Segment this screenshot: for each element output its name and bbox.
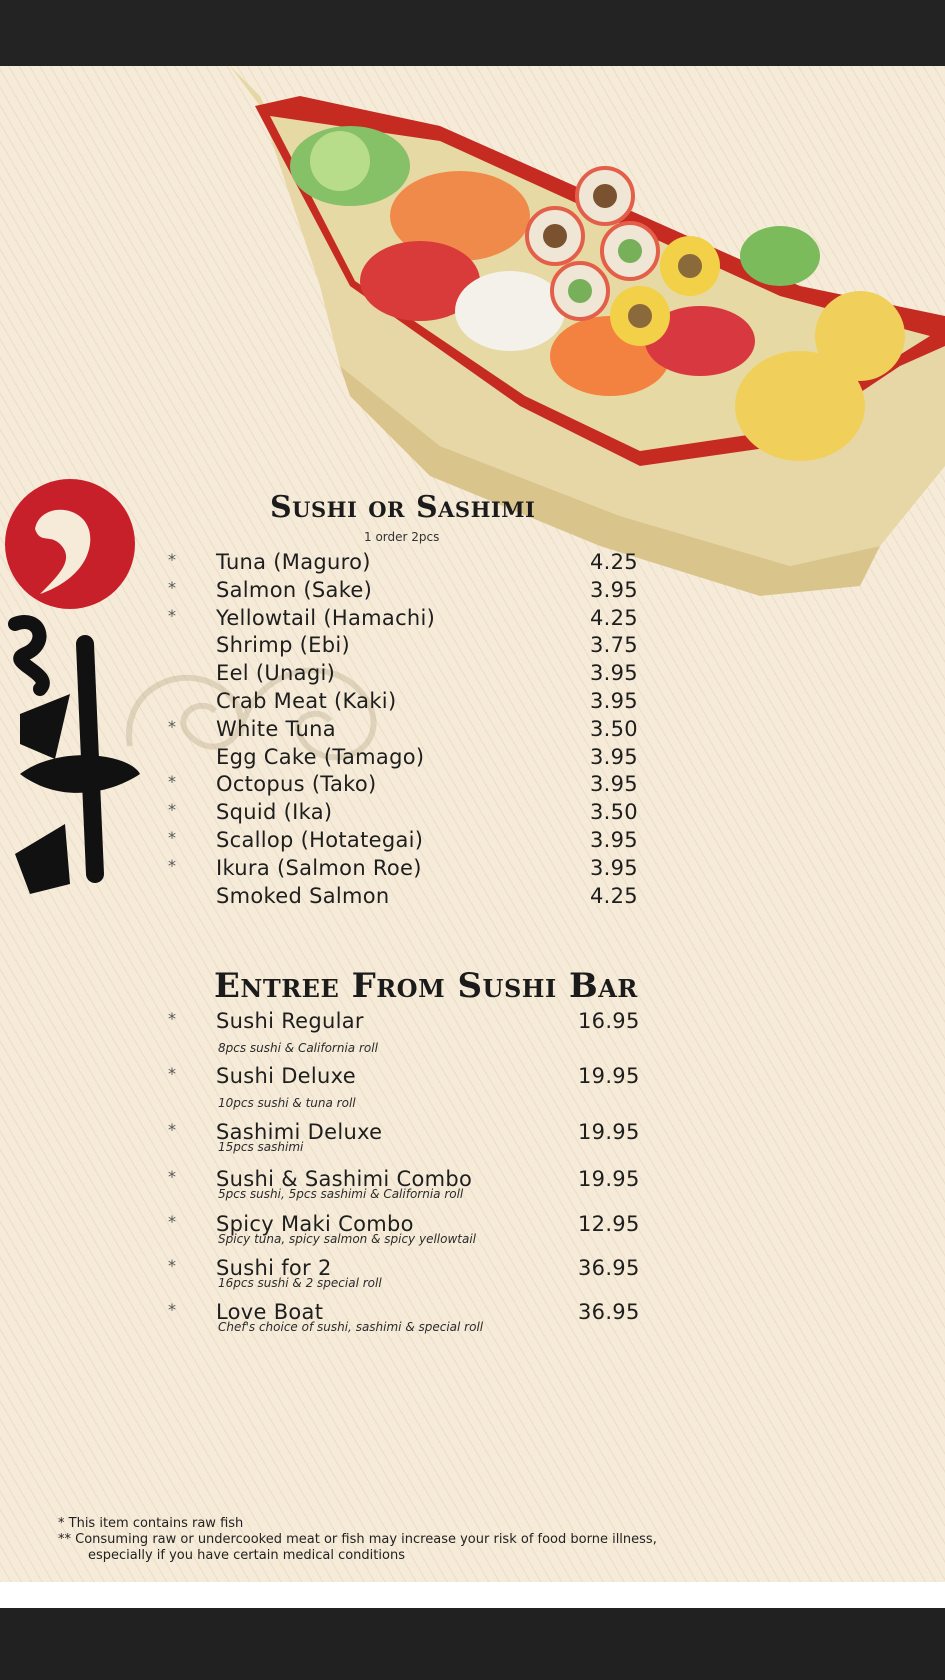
menu-item-name: Octopus (Tako) (216, 772, 377, 797)
menu-item-description: Chef's choice of sushi, sashimi & special roll (218, 1320, 484, 1334)
bottom-navigation-bar (0, 1608, 945, 1680)
menu-item-description: 15pcs sashimi (218, 1140, 304, 1154)
menu-item-price: 4.25 (590, 605, 638, 630)
raw-fish-marker: * (168, 1064, 176, 1083)
menu-item-price: 3.95 (590, 828, 638, 852)
page-bottom-margin (0, 1582, 945, 1608)
menu-item-price: 12.95 (578, 1212, 640, 1236)
menu-item-name: Sushi Regular (216, 1009, 364, 1033)
menu-item-name: Eel (Unagi) (216, 661, 336, 686)
raw-fish-marker: * (168, 1256, 176, 1275)
menu-item-row (0, 884, 945, 912)
menu-item-row (0, 1212, 945, 1256)
menu-item-price: 3.95 (590, 744, 638, 769)
menu-item-row (0, 578, 945, 606)
menu-item-name: Yellowtail (Hamachi) (216, 605, 436, 630)
menu-item-row (0, 772, 945, 800)
menu-item-description: 5pcs sushi, 5pcs sashimi & California roll (218, 1187, 464, 1201)
menu-item-price: 36.95 (578, 1300, 640, 1324)
footnote-medical-conditions: especially if you have certain medical conditions (88, 1548, 405, 1563)
raw-fish-marker: * (168, 800, 176, 820)
raw-fish-marker: * (168, 716, 176, 736)
footnote-consumption-warning: ** Consuming raw or undercooked meat or fish may increase your risk of food borne illness, (58, 1532, 657, 1547)
menu-item-name: Smoked Salmon (216, 883, 390, 908)
menu-item-name: Tuna (Maguro) (216, 550, 371, 574)
section-title-entree: Entree From Sushi Bar (214, 966, 638, 1006)
menu-item-price: 3.50 (590, 800, 638, 825)
menu-item-price: 3.75 (590, 633, 638, 658)
menu-item-price: 19.95 (578, 1120, 640, 1144)
menu-item-row (0, 800, 945, 828)
raw-fish-marker: * (168, 1212, 176, 1231)
menu-item-row (0, 1009, 945, 1053)
section-subtitle: 1 order 2pcs (364, 530, 440, 544)
raw-fish-marker: * (168, 828, 176, 847)
menu-item-row (0, 1167, 945, 1211)
menu-item-row (0, 633, 945, 661)
menu-item-price: 16.95 (578, 1009, 640, 1033)
footnote-raw-fish: * This item contains raw fish (58, 1516, 244, 1531)
menu-item-row (0, 606, 945, 634)
menu-item-price: 3.50 (590, 716, 638, 741)
menu-item-name: Sushi & Sashimi Combo (216, 1167, 473, 1191)
menu-item-row (0, 717, 945, 745)
menu-item-name: Sushi for 2 (216, 1256, 332, 1280)
raw-fish-marker: * (168, 1120, 176, 1139)
menu-item-name: Egg Cake (Tamago) (216, 744, 425, 769)
menu-item-name: Ikura (Salmon Roe) (216, 855, 422, 880)
raw-fish-marker: * (168, 1009, 176, 1028)
menu-item-price: 36.95 (578, 1256, 640, 1280)
menu-item-row (0, 689, 945, 717)
top-status-bar (0, 0, 945, 66)
menu-item-row (0, 828, 945, 856)
menu-item-row (0, 1256, 945, 1300)
raw-fish-marker: * (168, 550, 176, 569)
menu-item-name: Sushi Deluxe (216, 1064, 356, 1088)
menu-item-name: Scallop (Hotategai) (216, 828, 424, 852)
menu-item-name: White Tuna (216, 716, 336, 741)
menu-item-name: Spicy Maki Combo (216, 1212, 414, 1236)
menu-item-name: Love Boat (216, 1300, 324, 1324)
raw-fish-marker: * (168, 772, 176, 792)
section-title-sushi-sashimi: Sushi or Sashimi (270, 490, 536, 525)
menu-item-name: Squid (Ika) (216, 800, 333, 825)
menu-item-description: 8pcs sushi & California roll (218, 1041, 378, 1055)
raw-fish-marker: * (168, 1167, 176, 1186)
raw-fish-marker: * (168, 577, 176, 597)
raw-fish-marker: * (168, 605, 176, 625)
menu-item-description: 10pcs sushi & tuna roll (218, 1096, 356, 1110)
menu-item-row (0, 1120, 945, 1164)
menu-item-name: Salmon (Sake) (216, 577, 373, 602)
menu-item-price: 3.95 (590, 689, 638, 713)
menu-item-description: Spicy tuna, spicy salmon & spicy yellowtail (218, 1232, 477, 1246)
raw-fish-marker: * (168, 855, 176, 875)
menu-item-row (0, 1064, 945, 1108)
menu-item-row (0, 550, 945, 578)
menu-item-name: Shrimp (Ebi) (216, 633, 350, 658)
menu-item-price: 3.95 (590, 772, 638, 797)
menu-page (0, 66, 945, 1582)
raw-fish-marker: * (168, 1300, 176, 1319)
menu-item-name: Crab Meat (Kaki) (216, 689, 397, 713)
menu-item-row (0, 1300, 945, 1344)
menu-item-price: 4.25 (590, 883, 638, 908)
menu-item-row (0, 745, 945, 773)
menu-item-row (0, 661, 945, 689)
menu-item-name: Sashimi Deluxe (216, 1120, 383, 1144)
menu-item-description: 16pcs sushi & 2 special roll (218, 1276, 382, 1290)
menu-item-price: 3.95 (590, 577, 638, 602)
menu-item-price: 19.95 (578, 1064, 640, 1088)
menu-item-price: 3.95 (590, 855, 638, 880)
menu-item-price: 19.95 (578, 1167, 640, 1191)
menu-item-row (0, 856, 945, 884)
menu-item-price: 4.25 (590, 550, 638, 574)
menu-item-price: 3.95 (590, 661, 638, 686)
